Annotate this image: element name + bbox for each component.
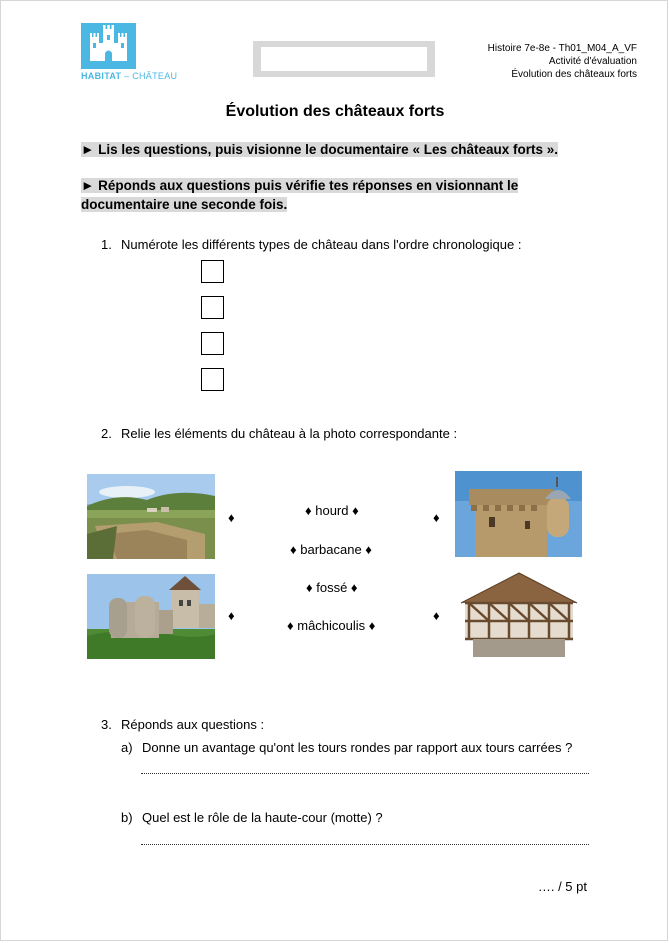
photo-hoarding — [455, 571, 582, 657]
q2-text: Relie les éléments du château à la photo correspondante : — [121, 426, 458, 441]
instruction-1 — [81, 140, 589, 159]
instruction-1-text: ► Lis les questions, puis visionne le documentaire « Les châteaux forts ». — [81, 142, 559, 157]
term-fosse[interactable]: ♦ fossé ♦ — [306, 580, 358, 595]
score: …. / 5 pt — [537, 879, 587, 894]
diamond-left-1[interactable]: ♦ — [228, 510, 235, 525]
q3a-label: a) — [121, 740, 133, 755]
student-name-field[interactable] — [253, 41, 435, 77]
term-hourd[interactable]: ♦ hourd ♦ — [305, 503, 359, 518]
logo-separator: – — [121, 71, 133, 81]
instruction-2-text: ► Réponds aux questions puis vérifie tes réponses en visionnant le documentaire une seconde fois. — [81, 178, 519, 212]
meta-course: Histoire 7e-8e - Th01_M04_A_VF — [487, 43, 637, 54]
term-machicoulis[interactable]: ♦ mâchicoulis ♦ — [287, 618, 376, 633]
diamond-right-1[interactable]: ♦ — [433, 510, 440, 525]
photo-round-towers — [87, 574, 215, 659]
diamond-left-2[interactable]: ♦ — [228, 608, 235, 623]
q3b-text: Quel est le rôle de la haute-cour (motte) ? — [142, 810, 383, 825]
order-box-4[interactable] — [201, 368, 224, 391]
q3-text: Réponds aux questions : — [121, 717, 265, 732]
castle-logo-icon — [81, 23, 136, 69]
logo-main-text: HABITAT — [81, 71, 122, 81]
page-title: Évolution des châteaux forts — [225, 103, 445, 120]
order-box-1[interactable] — [201, 260, 224, 283]
meta-topic: Évolution des châteaux forts — [511, 69, 637, 80]
q3-number: 3. — [101, 717, 112, 732]
q3b-label: b) — [121, 810, 133, 825]
photo-machicolations — [455, 471, 582, 557]
q1-text: Numérote les différents types de château dans l'ordre chronologique : — [121, 237, 522, 252]
photo-moat — [87, 474, 215, 559]
q3a-text: Donne un avantage qu'ont les tours rondes par rapport aux tours carrées ? — [142, 740, 573, 755]
q3a-answer-line[interactable] — [141, 772, 589, 774]
castle-logo — [81, 23, 136, 69]
logo-sub-text: CHÂTEAU — [132, 71, 178, 81]
logo-wordmark — [81, 71, 177, 81]
term-barbacane[interactable]: ♦ barbacane ♦ — [290, 542, 372, 557]
order-box-3[interactable] — [201, 332, 224, 355]
instruction-2 — [81, 176, 589, 214]
meta-activity: Activité d'évaluation — [548, 56, 637, 67]
order-box-2[interactable] — [201, 296, 224, 319]
q3b-answer-line[interactable] — [141, 843, 589, 845]
header-meta — [488, 42, 637, 81]
q1-number: 1. — [101, 237, 112, 252]
diamond-right-2[interactable]: ♦ — [433, 608, 440, 623]
q2-number: 2. — [101, 426, 112, 441]
